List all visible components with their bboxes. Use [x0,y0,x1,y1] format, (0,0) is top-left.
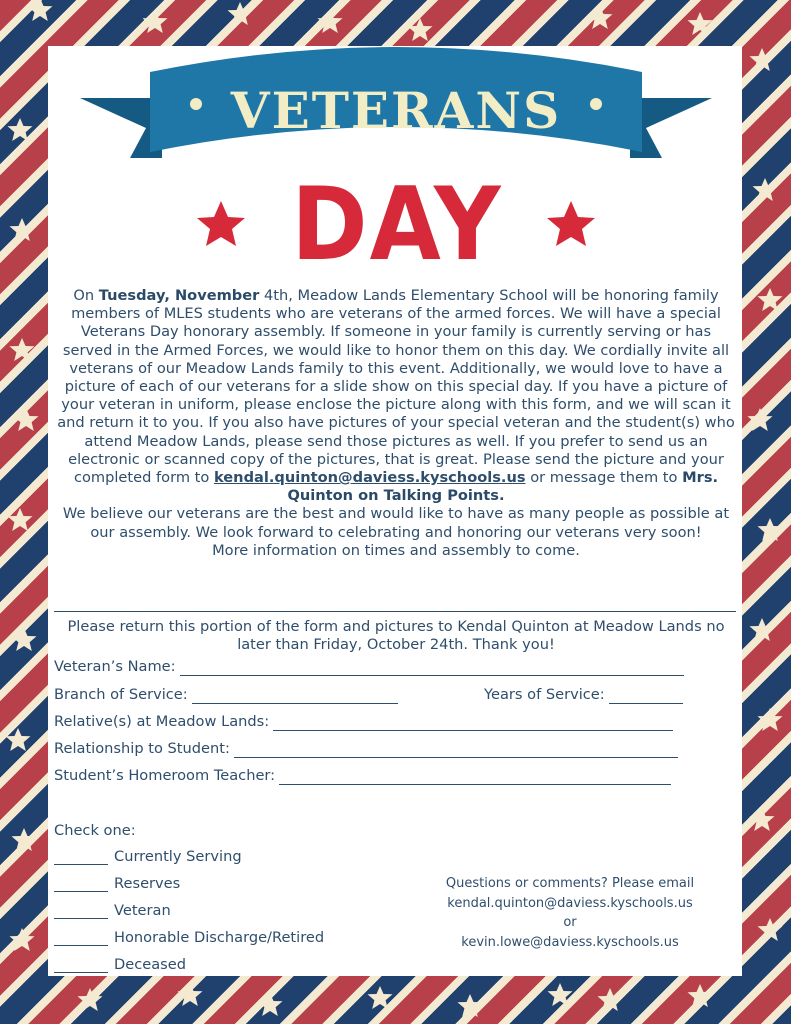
intro-paragraph-3: More information on times and assembly to come. [212,541,580,559]
relatives-label: Relative(s) at Meadow Lands: [54,713,270,730]
check-option[interactable] [54,956,186,973]
check-option-label: Reserves [114,875,181,892]
veteran-name-line[interactable] [180,661,684,676]
branch-label: Branch of Service: [54,686,188,703]
teacher-label: Student’s Homeroom Teacher: [54,767,276,784]
check-title: Check one: [54,822,136,839]
check-option[interactable] [54,848,242,865]
contact-teacher: Mrs. Quinton on Talking Points. [287,469,719,505]
branch-line[interactable] [192,689,398,704]
teacher-line[interactable] [279,770,671,785]
relationship-label: Relationship to Student: [54,740,230,757]
teacher-field[interactable] [54,767,671,785]
check-option-label: Veteran [114,902,171,919]
contact-line: Questions or comments? Please email [445,876,695,891]
contact-info [420,874,720,952]
intro-body: , Meadow Lands Elementary School will be honoring family members of MLES students who are veterans of the armed forces. We will have a special Veterans Day honorary assembly. If someone in your family is currently serving or has served in the Armed Forces, we would like to honor them on this day. We cordially invite all veterans of our Meadow Lands family to this event. Additionally, we would love to have a picture of each of our veterans for a slide show on this special day. If you have a picture of your veteran in uniform, please enclose the picture along with this form, and we will scan it and return it to you. If you also have pictures of your special veteran and the student(s) who attend Meadow Lands, please send those pictures as well. If you prefer to send us an electronic or scanned copy of the pictures, that is great. Please send the picture and your completed form to [57,287,735,487]
event-date-tail: 4th [259,287,289,304]
contact-or: or [563,915,577,930]
relationship-field[interactable] [54,740,678,758]
years-label: Years of Service: [484,686,605,703]
star-icon [196,200,246,250]
veteran-name-label: Veteran’s Name: [54,658,176,675]
check-option[interactable] [54,902,171,919]
check-blank[interactable] [54,931,108,946]
check-option-label: Deceased [114,956,187,973]
intro-paragraph-2: We believe our veterans are the best and would like to have as many people as possible at our assembly. We look forward to celebrating and honoring our veterans very soon! [62,505,730,541]
return-note: Please return this portion of the form and pictures to Kendal Quinton at Meadow Lands no later than Friday, October 24th. Thank you! [67,618,725,654]
veterans-banner [80,42,712,182]
email-link[interactable]: kendal.quinton@daviess.kyschools.us [213,469,526,487]
star-icon [546,200,596,250]
check-option-label: Honorable Discharge/Retired [114,929,325,946]
check-blank[interactable] [54,877,108,892]
branch-field[interactable] [54,686,398,704]
intro-paragraph [54,287,738,505]
years-line[interactable] [609,689,683,704]
check-blank[interactable] [54,904,108,919]
intro-start: On [73,287,99,304]
banner-title: VETERANS [230,81,562,140]
event-date: Tuesday, November [98,287,260,304]
contact-email-2[interactable]: kevin.lowe@daviess.kyschools.us [461,934,679,950]
relatives-field[interactable] [54,713,673,731]
check-blank[interactable] [54,850,108,865]
check-option-label: Currently Serving [114,848,242,865]
check-blank[interactable] [54,958,108,973]
intro-text [54,287,738,560]
veteran-name-field[interactable] [54,658,684,676]
relationship-line[interactable] [234,743,678,758]
contact-email-1[interactable]: kendal.quinton@daviess.kyschools.us [447,895,693,911]
check-option[interactable] [54,875,180,892]
day-title: DAY [291,165,503,284]
intro-mid: or message them to [525,469,683,487]
check-option[interactable] [54,929,324,946]
cut-line [54,611,736,612]
relatives-line[interactable] [273,716,673,731]
years-field[interactable] [484,686,683,704]
